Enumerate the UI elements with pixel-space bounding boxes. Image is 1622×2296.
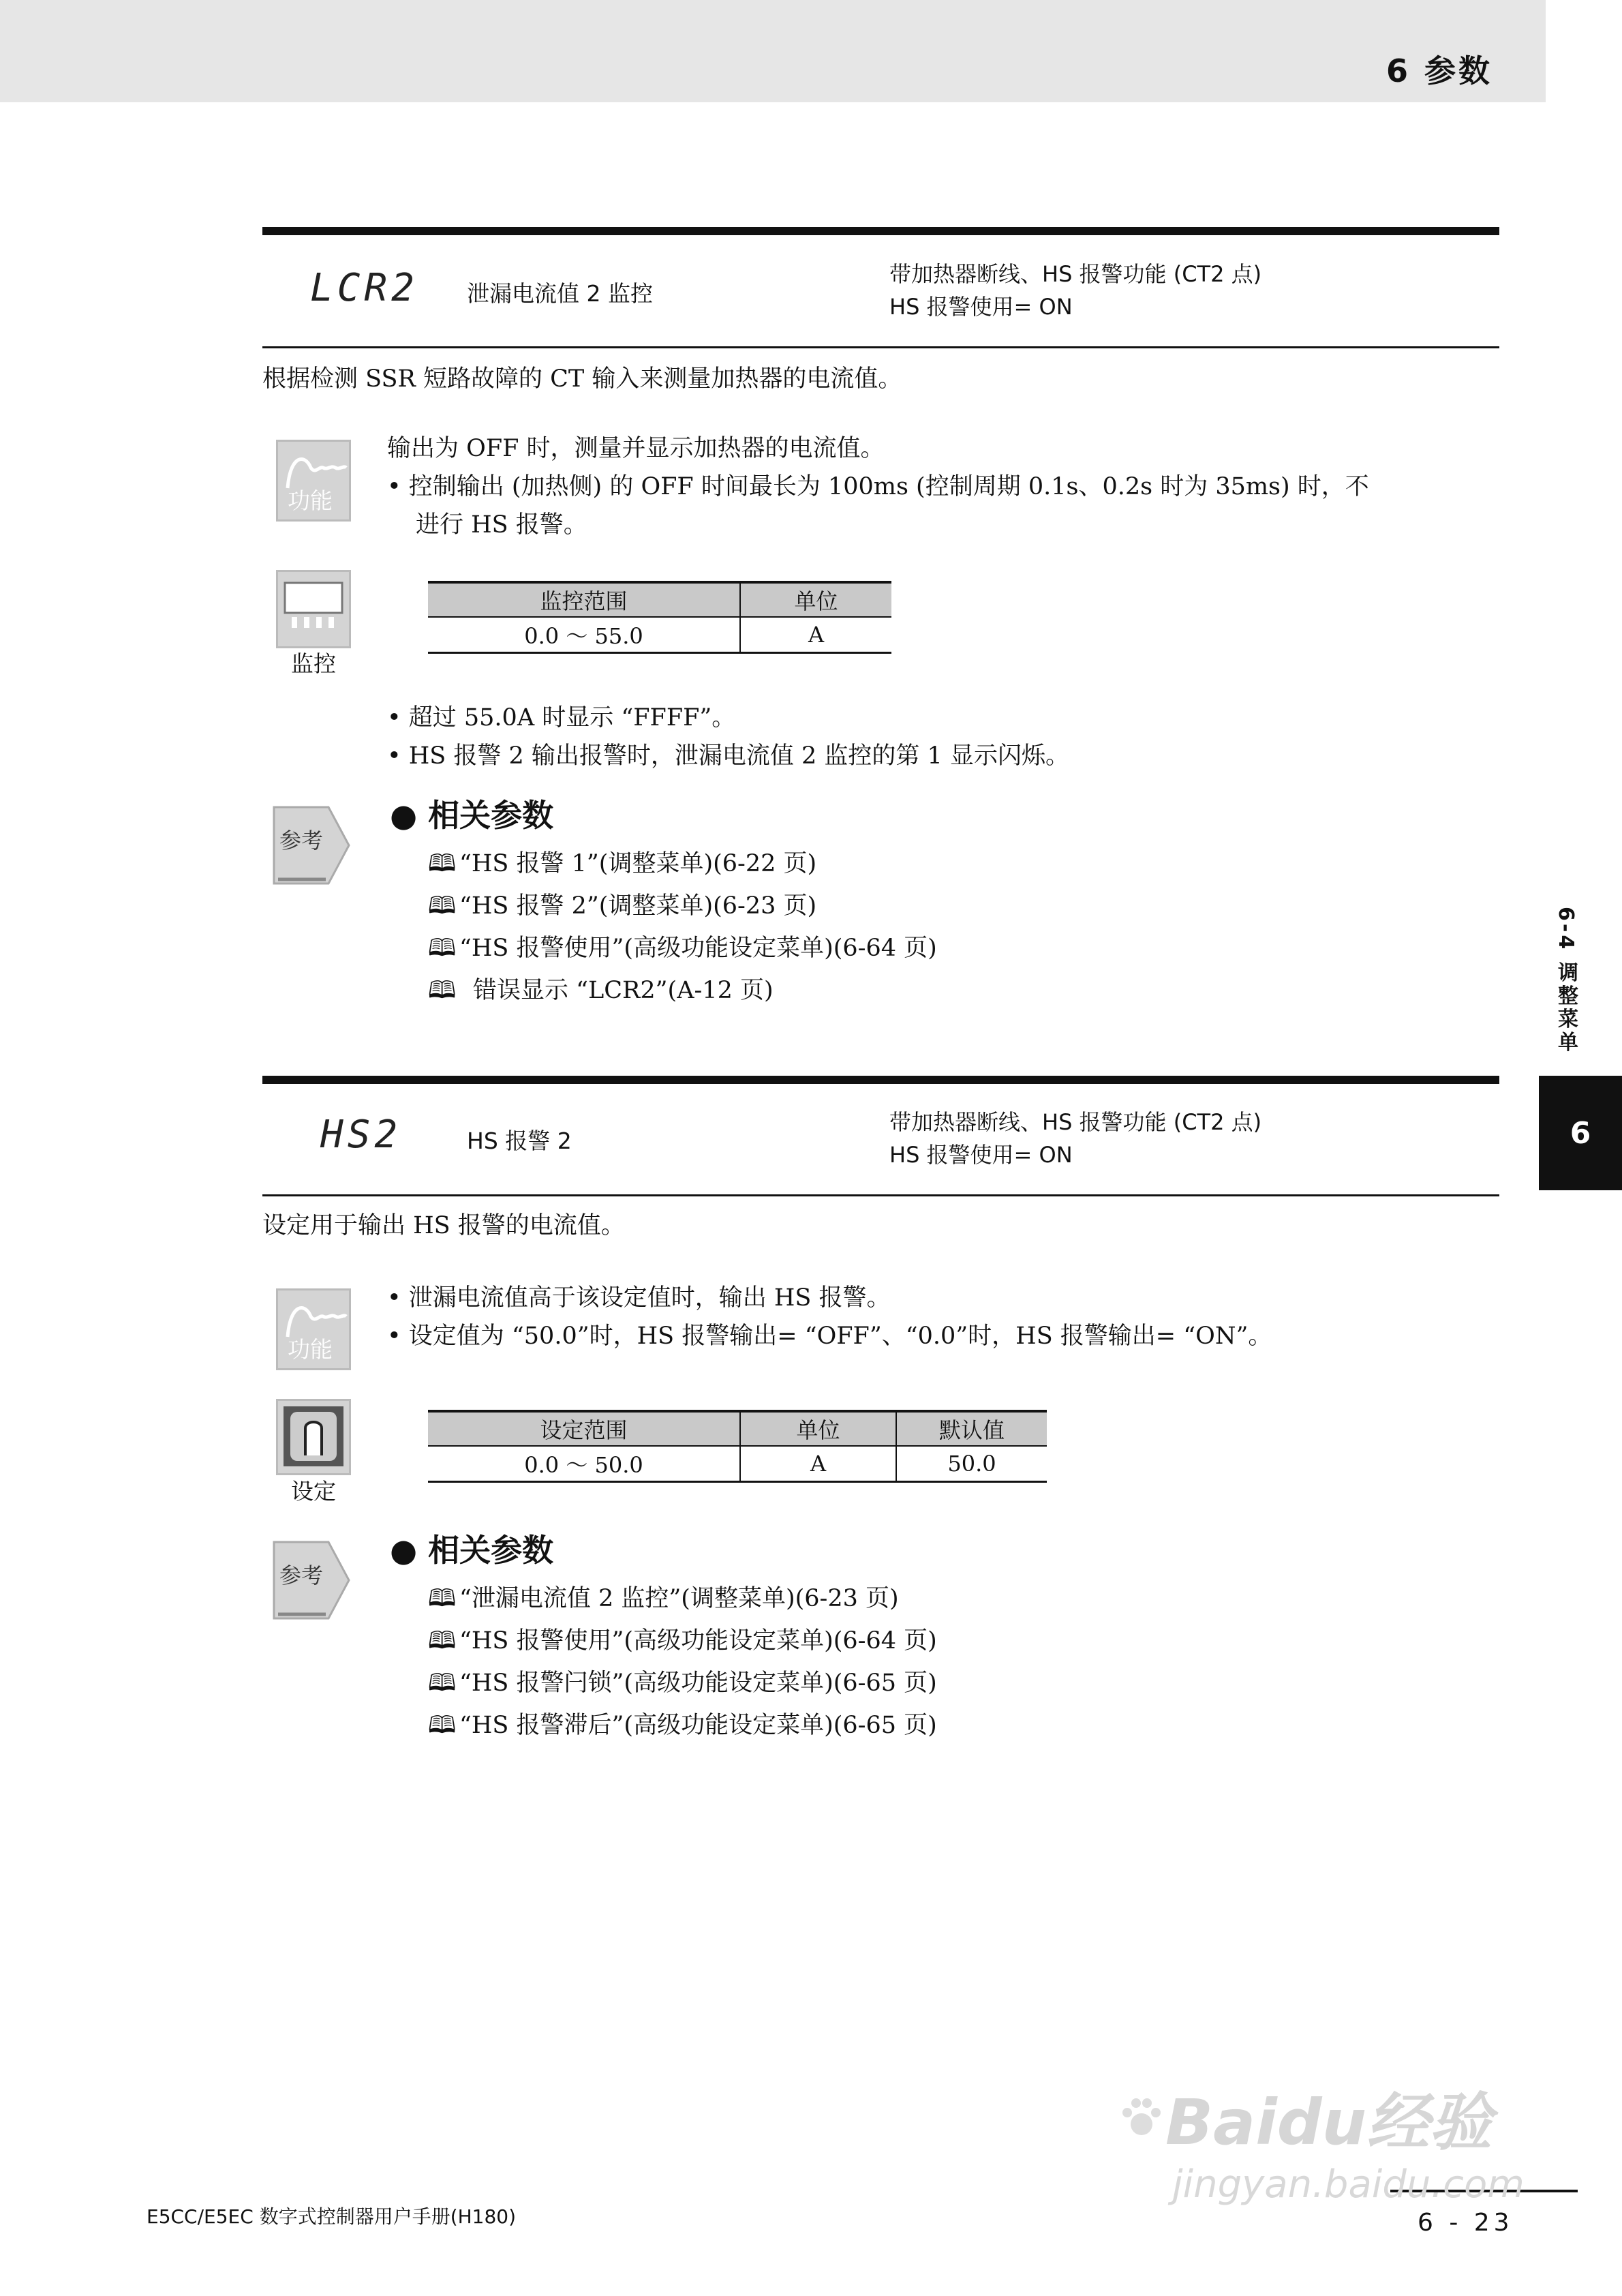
watermark-url: jingyan.baidu.com <box>1172 2162 1525 2207</box>
function-icon <box>276 1288 351 1370</box>
table-header: 监控范围 <box>428 582 740 617</box>
table-row <box>428 617 891 653</box>
table-header: 默认值 <box>896 1411 1047 1446</box>
function-line: • 控制输出 (加热侧) 的 OFF 时间最长为 100ms (控制周期 0.1s、0.2s 时为 35ms) 时，不 <box>387 473 1369 500</box>
function-icon-label: 功能 <box>288 487 333 514</box>
param-code-display: LCR2 <box>310 266 418 310</box>
table-header-row <box>428 1411 1047 1446</box>
page-number: 6 - 23 <box>1418 2209 1514 2237</box>
scope-line: 带加热器断线、HS 报警功能 (CT2 点) <box>889 1109 1262 1135</box>
chapter-tab: 6 <box>1539 1076 1622 1190</box>
section-rule-top <box>262 227 1499 235</box>
paw-icon <box>1118 2094 1165 2141</box>
related-link[interactable]: 🕮 “泄漏电流值 2 监控”(调整菜单)(6-23 页) <box>428 1577 937 1620</box>
related-params-title: ● 相关参数 <box>390 797 554 834</box>
setting-icon-caption: 设定 <box>291 1478 336 1505</box>
section-rule-bottom <box>262 346 1499 348</box>
watermark <box>1118 2072 1525 2207</box>
manual-title: E5CC/E5EC 数字式控制器用户手册(H180) <box>147 2205 517 2228</box>
table-header: 设定范围 <box>428 1411 740 1446</box>
monitor-icon-caption: 监控 <box>291 650 336 677</box>
book-icon: 🕮 <box>428 1670 457 1697</box>
setting-range-table <box>428 1410 1047 1483</box>
related-link[interactable]: 🕮 错误显示 “LCR2”(A-12 页) <box>428 969 937 1012</box>
reference-icon <box>273 1538 354 1629</box>
param-name: 泄漏电流值 2 监控 <box>467 280 653 307</box>
function-description <box>387 1279 1272 1355</box>
table-cell: A <box>740 617 891 653</box>
monitor-range-table <box>428 581 891 654</box>
related-link[interactable]: 🕮 “HS 报警 1”(调整菜单)(6-22 页) <box>428 843 937 885</box>
function-line: • 泄漏电流值高于该设定值时，输出 HS 报警。 <box>387 1284 891 1312</box>
related-link[interactable]: 🕮 “HS 报警使用”(高级功能设定菜单)(6-64 页) <box>428 927 937 969</box>
function-icon <box>276 440 351 522</box>
related-params-title: ● 相关参数 <box>390 1532 554 1569</box>
related-params-list <box>428 843 937 1012</box>
notes <box>387 699 1069 775</box>
table-header: 单位 <box>740 1411 896 1446</box>
reference-icon <box>273 803 354 894</box>
table-cell: 0.0 ～ 55.0 <box>428 617 740 653</box>
note-line: • HS 报警 2 输出报警时，泄漏电流值 2 监控的第 1 显示闪烁。 <box>387 742 1069 770</box>
section-rule-top <box>262 1076 1499 1084</box>
scope-line: HS 报警使用= ON <box>889 294 1073 320</box>
side-section-index: 6-4 调整菜单 <box>1554 907 1578 1055</box>
param-code-display: HS2 <box>320 1113 402 1157</box>
finger-press-icon <box>278 1401 349 1472</box>
book-icon: 🕮 <box>428 850 457 877</box>
function-icon-label: 功能 <box>288 1336 333 1363</box>
related-link[interactable]: 🕮 “HS 报警滞后”(高级功能设定菜单)(6-65 页) <box>428 1704 937 1747</box>
watermark-brand: Baidu经验 <box>1165 2086 1493 2159</box>
book-icon: 🕮 <box>428 1712 457 1739</box>
function-line: 进行 HS 报警。 <box>416 511 587 539</box>
scope-line: HS 报警使用= ON <box>889 1142 1073 1168</box>
note-line: • 超过 55.0A 时显示 “FFFF”。 <box>387 704 736 731</box>
monitor-icon <box>276 570 351 648</box>
scope-line: 带加热器断线、HS 报警功能 (CT2 点) <box>889 261 1262 287</box>
chapter-title: 6 参数 <box>1386 52 1493 89</box>
table-cell: 0.0 ～ 50.0 <box>428 1446 740 1482</box>
top-header-bar <box>0 0 1546 102</box>
reference-icon-label: 参考 <box>279 1562 324 1588</box>
param-scope <box>889 1106 1261 1171</box>
table-header: 单位 <box>740 582 891 617</box>
book-icon: 🕮 <box>428 892 457 920</box>
setting-icon <box>276 1399 351 1475</box>
reference-icon-label: 参考 <box>279 828 324 854</box>
book-icon: 🕮 <box>428 935 457 962</box>
related-link[interactable]: 🕮 “HS 报警使用”(高级功能设定菜单)(6-64 页) <box>428 1620 937 1662</box>
section-rule-bottom <box>262 1194 1499 1196</box>
function-line: 输出为 OFF 时，测量并显示加热器的电流值。 <box>387 435 885 462</box>
table-cell: A <box>740 1446 896 1482</box>
function-line: • 设定值为 “50.0”时，HS 报警输出= “OFF”、“0.0”时，HS 报警输出= “ON”。 <box>387 1323 1272 1350</box>
display-icon <box>278 576 349 631</box>
related-link[interactable]: 🕮 “HS 报警 2”(调整菜单)(6-23 页) <box>428 885 937 927</box>
param-intro: 设定用于输出 HS 报警的电流值。 <box>262 1212 625 1239</box>
param-intro: 根据检测 SSR 短路故障的 CT 输入来测量加热器的电流值。 <box>262 365 902 393</box>
table-header-row <box>428 582 891 617</box>
related-params-list <box>428 1577 937 1747</box>
table-row <box>428 1446 1047 1482</box>
table-cell: 50.0 <box>896 1446 1047 1482</box>
book-icon: 🕮 <box>428 977 457 1004</box>
book-icon: 🕮 <box>428 1627 457 1655</box>
function-description <box>387 429 1369 544</box>
related-link[interactable]: 🕮 “HS 报警闩锁”(高级功能设定菜单)(6-65 页) <box>428 1662 937 1704</box>
param-scope <box>889 258 1261 323</box>
param-name: HS 报警 2 <box>467 1128 572 1154</box>
book-icon: 🕮 <box>428 1585 457 1612</box>
